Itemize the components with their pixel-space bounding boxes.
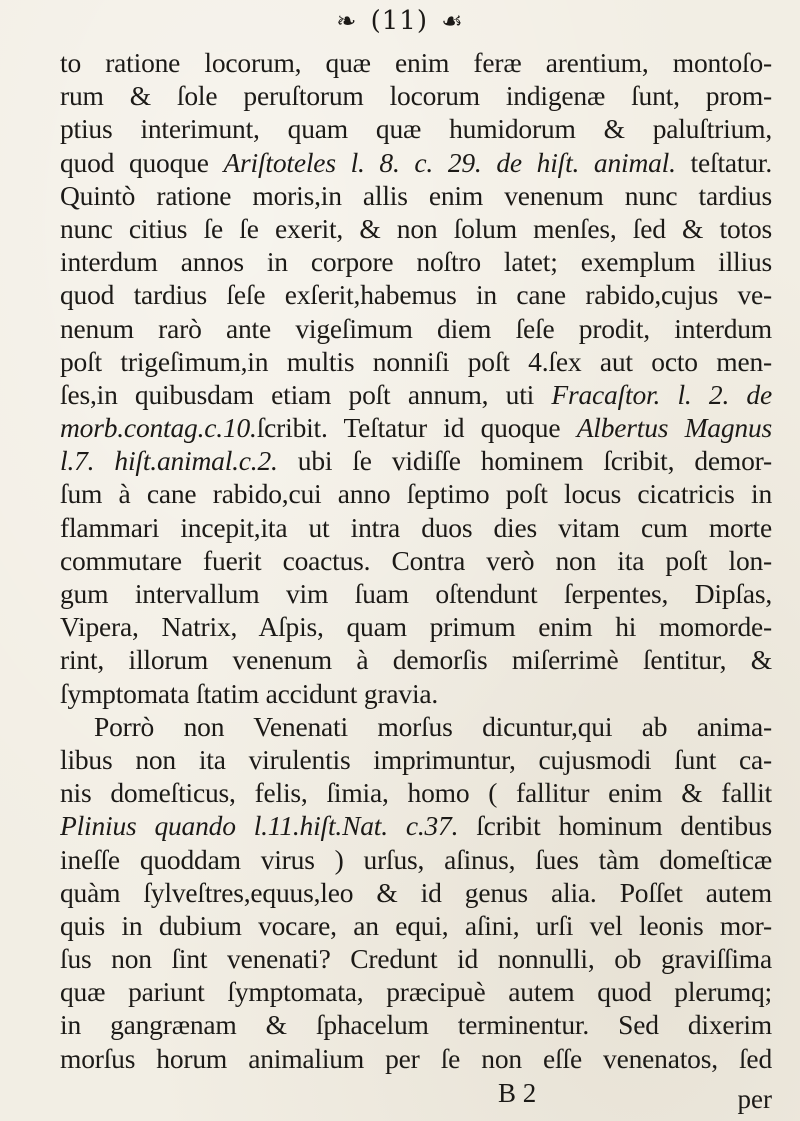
text-line — [60, 146, 772, 179]
page-footer — [60, 1078, 772, 1112]
text-line: gum intervallum vim ſuam oſtendunt ſerpentes, Dipſas, — [60, 578, 772, 609]
text-line: nis domeſticus, felis, ſimia, homo ( fallitur enim & fallit — [60, 777, 772, 809]
page-number: (11) — [370, 6, 428, 36]
text-line: libus non ita virulentis imprimuntur, cujusmodi ſunt ca- — [60, 743, 772, 775]
text-line: commutare fuerit coactus. Contra verò non ita poſt lon- — [60, 544, 772, 576]
text-line: rint, illorum venenum à demorſis miſerrimè ſentitur, & — [60, 644, 772, 676]
body-text — [60, 46, 772, 1075]
paragraph-start-line: Porrò non Venenati morſus dicuntur,qui ab anima- — [94, 710, 772, 742]
text-run: ſcribit. Teſtatur id quoque — [256, 412, 577, 444]
text-line: quis in dubium vocare, an equi, aſini, urſi vel leonis mor- — [60, 909, 772, 941]
citation: l.7. hiſt.animal.c.2. — [60, 445, 278, 477]
text-run: ſcribit hominum dentibus — [458, 810, 772, 842]
page-header — [0, 6, 800, 36]
text-line: Quintò ratione moris,in allis enim venenum nunc tardius — [60, 179, 772, 211]
fleuron-right-icon: ☙ — [441, 7, 464, 35]
catchword: per — [737, 1084, 772, 1114]
text-line: ptius interimunt, quam quæ humidorum & paluſtrium, — [60, 113, 772, 145]
citation: Ariſtoteles l. 8. c. 29. de hiſt. animal. — [223, 146, 676, 178]
text-line: quàm ſylveſtres,equus,leo & id genus alia. Poſſet autem — [60, 876, 772, 908]
text-line: quod tardius ſeſe exſerit,habemus in cane rabido,cujus ve- — [60, 279, 772, 311]
text-line: rum & ſole peruſtorum locorum indigenæ ſunt, prom- — [60, 80, 772, 112]
text-line: ineſſe quoddam virus ) urſus, aſinus, ſues tàm domeſticæ — [60, 843, 772, 875]
citation: Albertus Magnus — [576, 412, 772, 444]
citation: Plinius quando l.11.hiſt.Nat. c.37. — [60, 810, 459, 842]
text-line — [60, 378, 772, 411]
text-line — [60, 809, 772, 842]
text-run: ſes,in quibusdam etiam poſt annum, uti — [60, 378, 552, 410]
text-line: ſus non ſint venenati? Credunt id nonnulli, ob graviſſima — [60, 943, 772, 975]
text-line: flammari incepit,ita ut intra duos dies vitam cum morte — [60, 511, 772, 543]
text-line: morſus horum animalium per ſe non eſſe venenatos, ſed — [60, 1042, 772, 1074]
text-line: Vipera, Natrix, Aſpis, quam primum enim hi momorde- — [60, 611, 772, 643]
text-line: nenum rarò ante vigeſimum diem ſeſe prodit, interdum — [60, 312, 772, 344]
citation: Fracaſtor. l. 2. de — [551, 378, 772, 410]
text-line: ſymptomata ſtatim accidunt gravia. — [60, 677, 439, 709]
text-line: poſt trigeſimum,in multis nonniſi poſt 4.ſex aut octo men- — [60, 345, 772, 377]
text-line: nunc citius ſe ſe exerit, & non ſolum menſes, ſed & totos — [60, 212, 772, 244]
text-line: in gangrænam & ſphacelum terminentur. Sed dixerim — [60, 1009, 772, 1041]
citation: morb.contag.c.10. — [60, 412, 257, 444]
text-line — [60, 444, 772, 477]
text-line: quæ pariunt ſymptomata, præcipuè autem quod plerumq; — [60, 976, 772, 1008]
text-run: quod quoque — [60, 146, 224, 178]
text-line: to ratione locorum, quæ enim feræ arentium, montoſo- — [60, 47, 772, 78]
fleuron-left-icon: ❧ — [336, 7, 358, 35]
signature-mark: B 2 — [498, 1078, 537, 1108]
text-line — [60, 411, 772, 444]
text-line: interdum annos in corpore noſtro latet; exemplum illius — [60, 246, 772, 278]
text-line: ſum à cane rabido,cui anno ſeptimo poſt locus cicatricis in — [60, 478, 772, 510]
text-run: ubi ſe vidiſſe hominem ſcribit, demor- — [277, 445, 772, 477]
text-run: teſtatur. — [675, 146, 772, 178]
